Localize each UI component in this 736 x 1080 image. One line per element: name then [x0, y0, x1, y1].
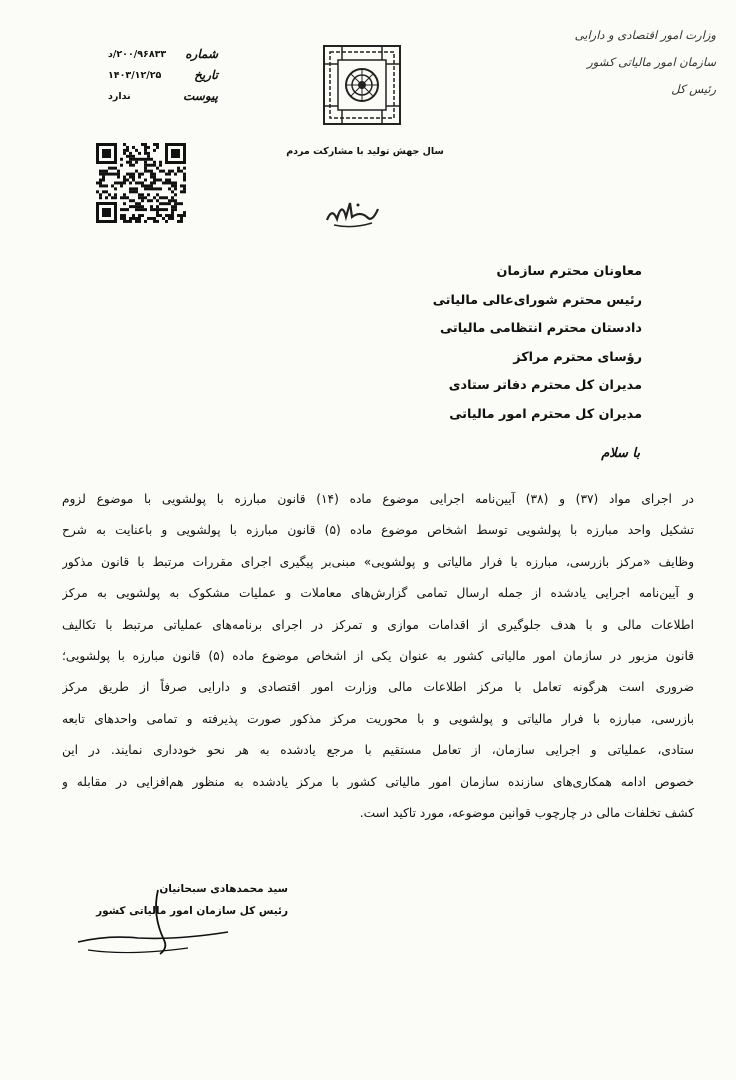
recipient-line: مدیران کل محترم امور مالیاتی — [449, 406, 642, 422]
body-line: ضروری است هرگونه تعامل با مرکز اطلاعات مالی وزارت امور اقتصادی و دارایی صرفاً از طریق مرکز — [62, 680, 694, 695]
body-line: در اجرای مواد (۳۷) و (۳۸) آیین‌نامه اجرایی موضوع ماده (۱۴) قانون مبارزه با پولشویی با موضوع لزوم — [62, 492, 694, 506]
letter-body — [62, 484, 694, 829]
ministry-line: وزارت امور اقتصادی و دارایی — [574, 28, 716, 42]
ministry-line: رئیس کل — [671, 82, 716, 96]
letter-meta — [108, 44, 218, 107]
recipients-list — [342, 258, 642, 429]
recipient-line: رئیس محترم شورای‌عالی مالیاتی — [432, 292, 642, 308]
body-line: و آیین‌نامه اجرایی یادشده از جمله ارسال تمامی گزارش‌های معاملات و عملیات مشکوک به پولشویی به مرکز — [62, 586, 694, 601]
signatory-name: سید محمدهادی سبحانیان — [159, 883, 288, 895]
tax-organization-emblem-icon — [322, 44, 402, 126]
signatory-title: رئیس کل سازمان امور مالیاتی کشور — [96, 905, 288, 917]
bismillah-calligraphy — [322, 195, 382, 230]
attachment-value: ندارد — [108, 91, 131, 102]
greeting: با سلام — [601, 446, 640, 461]
recipient-line: مدیران کل محترم دفاتر ستادی — [448, 378, 642, 393]
ministry-line: سازمان امور مالیاتی کشور — [587, 55, 716, 69]
body-line: کشف تخلفات مالی در چارچوب قوانین موضوعه، مورد تاکید است. — [359, 805, 694, 820]
body-line: اطلاعات مالی و با هدف جلوگیری از اقدامات موازی و تمرکز در اجرای برنامه‌های عملیاتی مرتبط با تکالیف — [62, 617, 694, 632]
body-line: بازرسی، مبارزه با فرار مالیاتی و پولشویی و با محوریت مرکز مذکور صورت پذیرفته و تمامی واحدهای تابعه — [62, 711, 694, 726]
signature-block — [78, 878, 288, 922]
body-line: تشکیل واحد مبارزه با پولشویی توسط اشخاص موضوع ماده (۵) قانون مبارزه با پولشویی و باعنایت به شرح — [62, 523, 694, 538]
recipient-line: دادستان محترم انتظامی مالیاتی — [439, 321, 642, 336]
body-line: ستادی، عملیاتی و اجرایی سازمان، از تعامل مستقیم با مرجع یادشده به هر نحو خودداری نمایند. در این — [62, 743, 694, 758]
recipient-line: رؤسای محترم مراکز — [513, 349, 642, 365]
body-line: خصوص ادامه همکاری‌های سازنده سازمان امور مالیاتی کشور با مرکز یادشده به منظور هم‌افزایی در مقابله و — [62, 774, 694, 789]
body-line: قانون مزبور در سازمان امور مالیاتی کشور به عنوان یکی از اشخاص موضوع ماده (۵) قانون مبارزه با پولشویی؛ — [62, 648, 694, 663]
ministry-handwriting — [526, 22, 716, 103]
letter-number: ۲۰۰/۹۶۸۳۳/د — [108, 49, 167, 60]
year-motto: سال جهش تولید با مشارکت مردم — [286, 146, 444, 157]
letter-date: ۱۴۰۳/۱۲/۲۵ — [108, 70, 162, 81]
body-line: وظایف «مرکز بازرسی، مبارزه با فرار مالیاتی و پولشویی» مبنی‌بر پیگیری اجرای مقررات مرتبط با قانون مذکور — [62, 554, 694, 569]
recipient-line: معاونان محترم سازمان — [496, 264, 642, 279]
qr-code — [96, 143, 186, 223]
attachment-label: پیوست — [183, 89, 218, 103]
number-label: شماره — [185, 47, 218, 61]
date-label: تاریخ — [194, 68, 218, 82]
